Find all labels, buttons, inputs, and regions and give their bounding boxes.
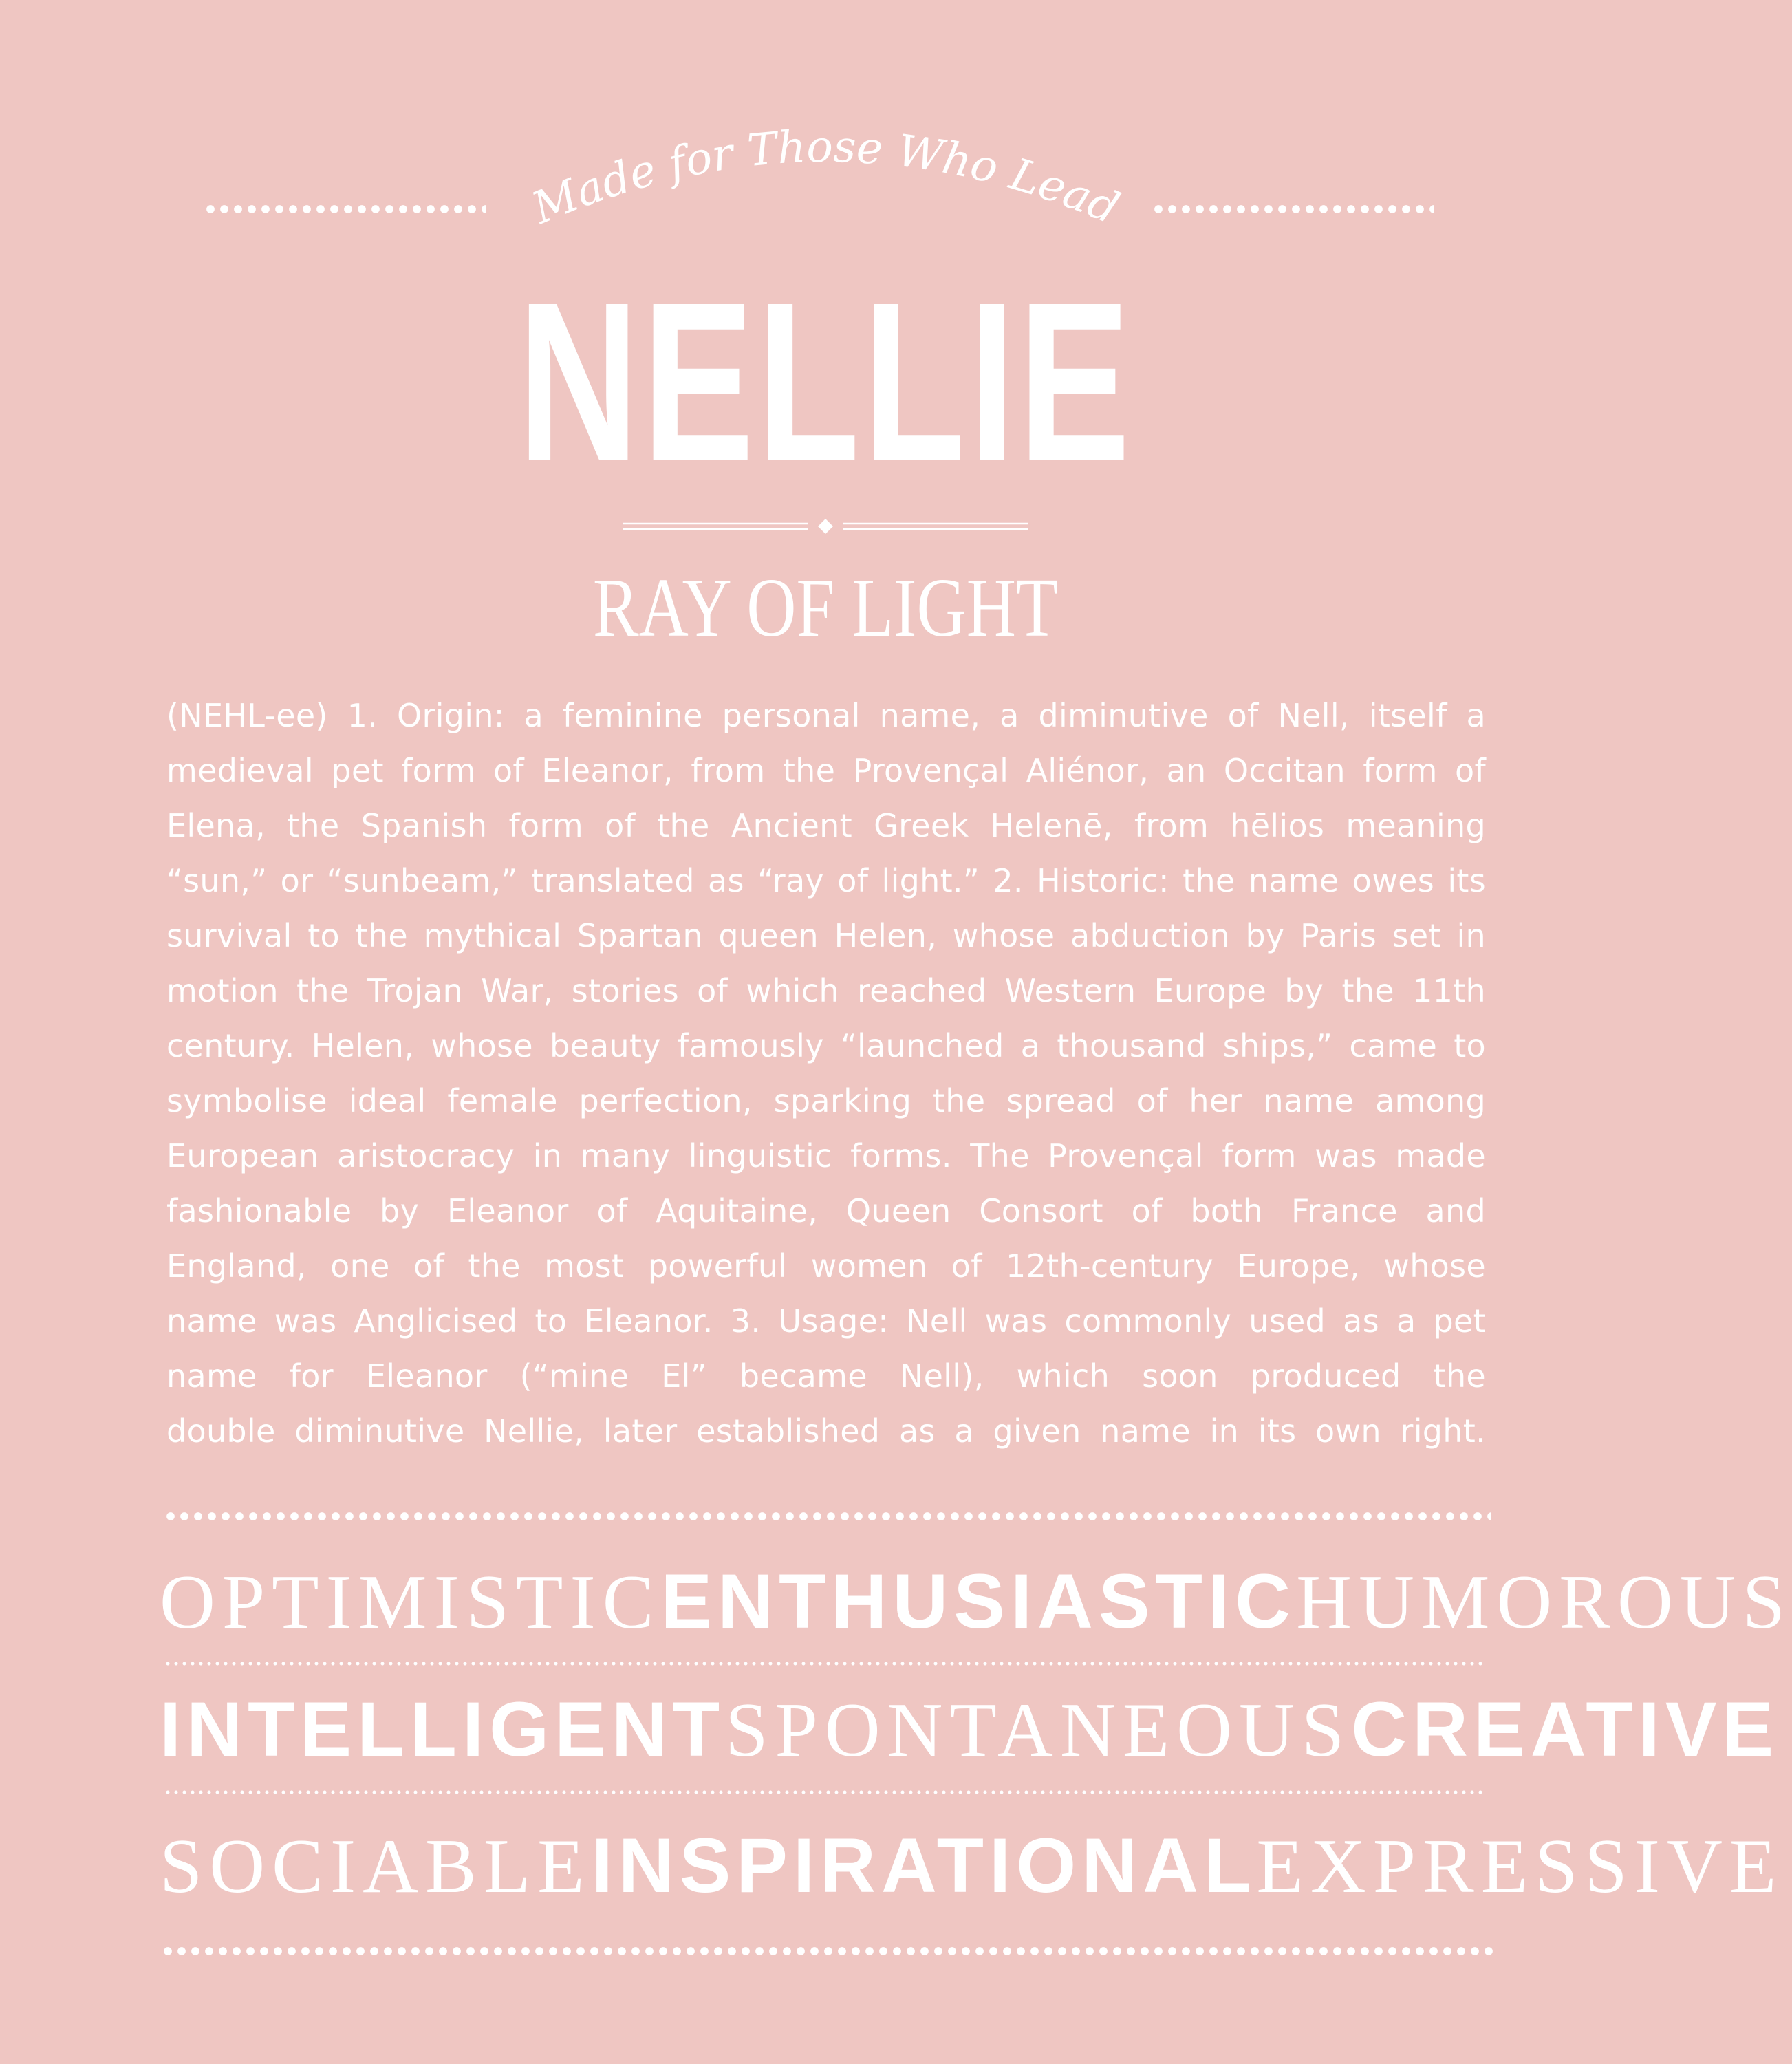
trait-row [160, 1558, 1792, 1645]
trait-word: INSPIRATIONAL [591, 1823, 1257, 1909]
trait-divider [164, 1662, 1485, 1666]
traits-bottom-dotted-rule [161, 1946, 1493, 1957]
definition-line: century. Helen, whose beauty famously “launched a thousand ships,” came to [166, 1027, 1486, 1064]
traits-top-dotted-rule [164, 1511, 1491, 1522]
tagline [523, 117, 1128, 234]
trait-word: ENTHUSIASTIC [660, 1558, 1297, 1644]
definition-line: (NEHL-ee) 1. Origin: a feminine personal name, a diminutive of Nell, itself a [166, 697, 1486, 734]
definition-line: “sun,” or “sunbeam,” translated as “ray of light.” 2. Historic: the name owes its [166, 862, 1486, 899]
top-left-dotted-rule [204, 204, 486, 215]
definition-line: motion the Trojan War, stories of which reached Western Europe by the 11th [166, 972, 1486, 1009]
definition-line: medieval pet form of Eleanor, from the Provençal Aliénor, an Occitan form of [166, 752, 1486, 789]
trait-word: SPONTANEOUS [725, 1688, 1352, 1773]
trait-word: INTELLIGENT [160, 1686, 726, 1772]
name-title: NELLIE [517, 255, 1134, 508]
definition-line: name for Eleanor (“mine El” became Nell), which soon produced the [166, 1357, 1486, 1395]
tagline-text: Made for Those Who Lead [525, 121, 1126, 234]
trait-row [160, 1686, 1780, 1773]
diamond-icon [818, 519, 833, 534]
definition-paragraph [166, 688, 1486, 1459]
definition-line: survival to the mythical Spartan queen Helen, whose abduction by Paris set in [166, 917, 1486, 954]
trait-row [160, 1823, 1784, 1909]
trait-word: SOCIABLE [160, 1824, 592, 1909]
definition-line: England, one of the most powerful women of 12th-century Europe, whose [166, 1247, 1486, 1284]
trait-word: EXPRESSIVE [1256, 1824, 1784, 1909]
trait-word: HUMOROUS [1296, 1560, 1792, 1645]
trait-word: OPTIMISTIC [160, 1560, 661, 1645]
name-meaning: RAY OF LIGHT [592, 561, 1059, 654]
ornament-divider [623, 515, 1028, 538]
definition-line: name was Anglicised to Eleanor. 3. Usage: Nell was commonly used as a pet [166, 1302, 1486, 1340]
trait-divider [164, 1790, 1485, 1794]
definition-line: European aristocracy in many linguistic forms. The Provençal form was made [166, 1137, 1486, 1174]
top-right-dotted-rule [1152, 204, 1434, 215]
definition-line: fashionable by Eleanor of Aquitaine, Queen Consort of both France and [166, 1192, 1486, 1229]
definition-line: symbolise ideal female perfection, sparking the spread of her name among [166, 1082, 1486, 1119]
trait-word: CREATIVE [1351, 1686, 1780, 1772]
definition-line: Elena, the Spanish form of the Ancient Greek Helenē, from hēlios meaning [166, 807, 1486, 844]
definition-line: double diminutive Nellie, later established as a given name in its own right. [166, 1412, 1486, 1450]
